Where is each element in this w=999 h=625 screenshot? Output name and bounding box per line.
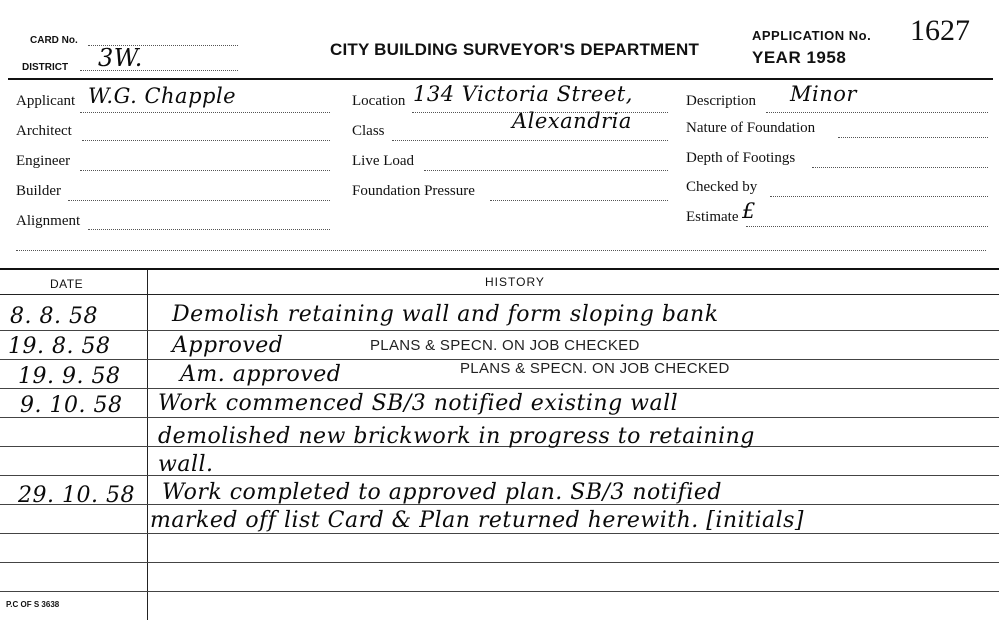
class-line xyxy=(392,140,668,141)
application-number: 1627 xyxy=(910,14,970,47)
engineer-line xyxy=(80,170,330,171)
department-title: CITY BUILDING SURVEYOR'S DEPARTMENT xyxy=(330,40,700,59)
plans-checked-stamp: PLANS & SPECN. ON JOB CHECKED xyxy=(460,360,730,377)
history-text: Work completed to approved plan. SB/3 notified xyxy=(162,480,722,505)
builder-label: Builder xyxy=(16,183,61,199)
location-value: 134 Victoria Street, xyxy=(413,82,633,106)
year-label: YEAR 1958 xyxy=(752,48,847,67)
engineer-label: Engineer xyxy=(16,153,71,169)
history-header-rule xyxy=(0,294,999,295)
history-text: Demolish retaining wall and form sloping bank xyxy=(172,302,719,327)
date-header: DATE xyxy=(50,277,84,291)
estimate-line xyxy=(746,226,988,227)
live-load-label: Live Load xyxy=(352,153,415,169)
estimate-label: Estimate xyxy=(686,209,739,225)
class-label: Class xyxy=(352,123,385,139)
architect-label: Architect xyxy=(16,123,72,139)
history-top-border xyxy=(0,268,999,270)
history-rule xyxy=(0,388,999,389)
nature-of-foundation-label: Nature of Foundation xyxy=(686,120,816,136)
location-label: Location xyxy=(352,93,406,109)
description-label: Description xyxy=(686,93,756,109)
location-value-2: Alexandria xyxy=(512,109,632,133)
location-line xyxy=(412,112,668,113)
district-line xyxy=(80,70,238,71)
history-text: Am. approved xyxy=(180,362,342,387)
foundation-pressure-line xyxy=(490,200,668,201)
description-line xyxy=(766,112,988,113)
history-text: marked off list Card & Plan returned herewith. [initials] xyxy=(150,508,805,533)
architect-line xyxy=(82,140,330,141)
applicant-label: Applicant xyxy=(16,93,76,109)
history-text: Approved xyxy=(172,333,284,358)
checked-by-label: Checked by xyxy=(686,179,758,195)
district-label: DISTRICT xyxy=(22,62,69,73)
history-date: 19. 8. 58 xyxy=(8,334,111,359)
description-value: Minor xyxy=(790,82,857,106)
history-rule xyxy=(0,562,999,563)
foundation-pressure-label: Foundation Pressure xyxy=(352,183,475,199)
history-date: 8. 8. 58 xyxy=(10,304,98,329)
header-separator xyxy=(8,78,993,80)
live-load-line xyxy=(424,170,668,171)
depth-of-footings-line xyxy=(812,167,988,168)
plans-checked-stamp: PLANS & SPECN. ON JOB CHECKED xyxy=(370,337,640,354)
applicant-line xyxy=(80,112,330,113)
history-text: Work commenced SB/3 notified existing wall xyxy=(158,391,679,416)
blank-line xyxy=(16,250,986,251)
date-column-divider xyxy=(147,270,148,620)
checked-by-line xyxy=(770,196,988,197)
history-date: 29. 10. 58 xyxy=(18,483,135,508)
history-date: 19. 9. 58 xyxy=(18,364,121,389)
alignment-line xyxy=(88,229,330,230)
district-value: 3W. xyxy=(98,44,143,72)
application-label: APPLICATION No. xyxy=(752,28,872,43)
form-code: P.C OF S 3638 xyxy=(6,600,60,609)
builder-line xyxy=(68,200,330,201)
estimate-value: £ xyxy=(742,199,756,223)
history-text: wall. xyxy=(158,452,214,477)
history-rule xyxy=(0,417,999,418)
card-no-label: CARD No. xyxy=(30,35,78,46)
alignment-label: Alignment xyxy=(16,213,81,229)
history-header: HISTORY xyxy=(485,275,545,289)
history-text: demolished new brickwork in progress to retaining xyxy=(158,424,755,449)
depth-of-footings-label: Depth of Footings xyxy=(686,150,796,166)
history-rule xyxy=(0,533,999,534)
applicant-value: W.G. Chapple xyxy=(88,84,237,108)
history-rule xyxy=(0,475,999,476)
nature-of-foundation-line xyxy=(838,137,988,138)
history-date: 9. 10. 58 xyxy=(20,393,123,418)
history-rule xyxy=(0,330,999,331)
history-rule xyxy=(0,591,999,592)
